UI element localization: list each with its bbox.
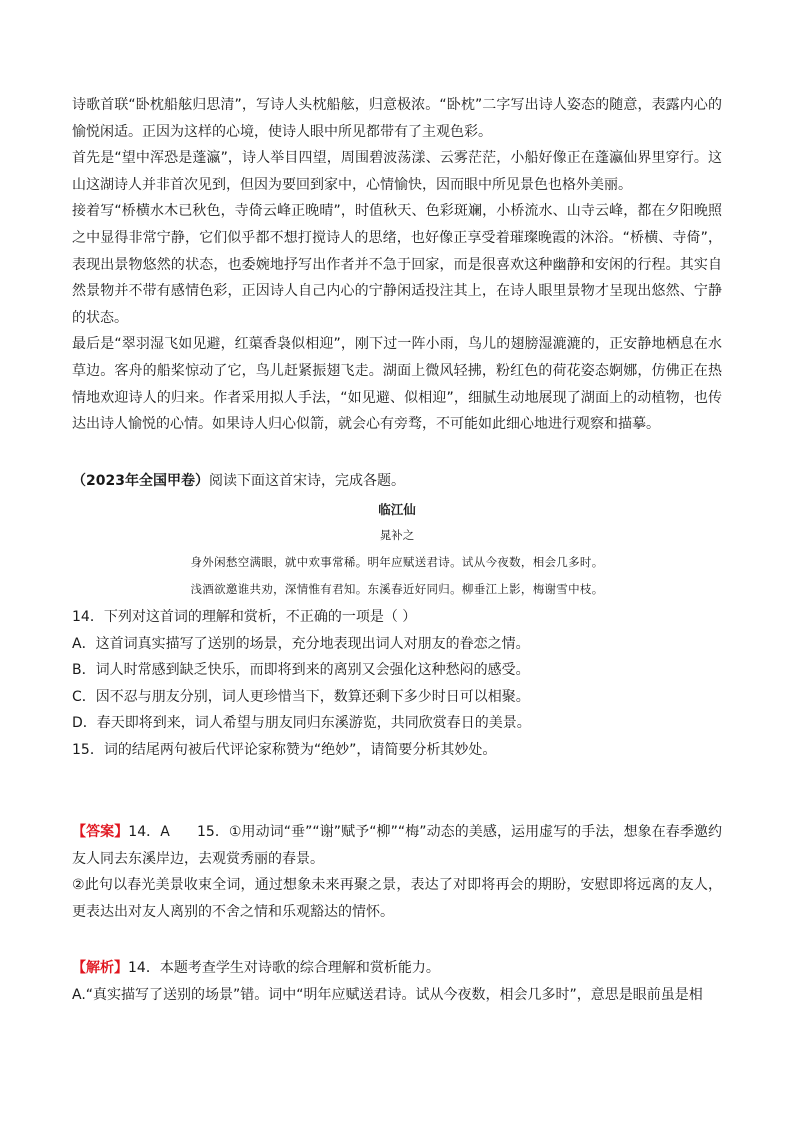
- option-a: A．这首词真实描写了送别的场景，充分地表现出词人对朋友的眷恋之情。: [72, 635, 530, 652]
- question-15: 15．词的结尾两句被后代评论家称赞为“绝妙”，请简要分析其妙处。: [72, 741, 497, 758]
- answer-15-part-2: ②此句以春光美景收束全词，通过想象未来再聚之景，表达了对即将再会的期盼，安慰即将远离的友人，更表达出对友人离别的不舍之情和乐观豁达的情怀。: [72, 877, 722, 920]
- option-d: D．春天即将到来，词人希望与朋友同归东溪游览，共同欣赏春日的美景。: [72, 715, 531, 732]
- poem-title: 临江仙: [378, 502, 416, 517]
- question-14: 14．下列对这首词的理解和赏析，不正确的一项是（ ）: [72, 609, 417, 625]
- poem-author: 晁补之: [379, 528, 415, 542]
- question-intro: [72, 468, 722, 495]
- analysis-paragraph-1: 诗歌首联“卧枕船舷归思清”，写诗人头枕船舷，归意极浓。“卧枕”二字写出诗人姿态的随意，表露内心的愉悦闲适。正因为这样的心境，使诗人眼中所见都带有了主观色彩。: [72, 97, 722, 140]
- answer-15-prefix: 15．: [196, 824, 229, 840]
- answer-14: 14．A: [128, 824, 170, 840]
- poem-line-2: 浅酒欲邀谁共劝，深情惟有君知。东溪春近好同归。柳垂江上影，梅谢雪中枝。: [190, 582, 604, 596]
- analysis-top-section: [72, 92, 722, 438]
- answer-section: [72, 819, 722, 925]
- analysis-paragraph-4: 最后是“翠羽湿飞如见避，红蕖香袅似相迎”，刚下过一阵小雨，鸟儿的翅膀湿漉漉的，正安静地栖息在水草边。客舟的船桨惊动了它，鸟儿赶紧振翅飞走。湖面上微风轻拂，粉红色的荷花姿态婀娜，仿佛正在热情地欢迎诗人的归来。作者采用拟人手法，“如见避、似相迎”，细腻生动地展现了湖面上的动植物，也传达出诗人愉悦的心情。如果诗人归心似箭，就会心有旁骛，不可能如此细心地进行观察和描摹。: [72, 336, 722, 433]
- answer-15-part-1: ①用动词“垂”“谢”赋予“柳”“梅”动态的美感，运用虚写的手法，想象在春季邀约友人同去东溪岸边，去观赏秀丽的春景。: [72, 824, 722, 867]
- analysis-paragraph-2: 首先是“望中浑恐是蓬瀛”，诗人举目四望，周围碧波荡漾、云雾茫茫，小船好像正在蓬瀛仙界里穿行。这山这湖诗人并非首次见到，但因为要回到家中，心情愉快，因而眼中所见景色也格外美丽。: [72, 150, 722, 193]
- answer-label: 【答案】: [72, 824, 129, 840]
- question-source: （2023年全国甲卷）: [72, 473, 209, 489]
- option-b: B．词人时常感到缺乏快乐，而即将到来的离别又会强化这种愁闷的感受。: [72, 662, 530, 679]
- option-c: C．因不忍与朋友分别，词人更珍惜当下，数算还剩下多少时日可以相聚。: [72, 688, 530, 705]
- question-instruction: 阅读下面这首宋诗，完成各题。: [208, 473, 405, 489]
- analysis-line-2: A.“真实描写了送别的场景”错。词中“明年应赋送君诗。试从今夜数，相会几多时”，意思是眼前虽是相: [72, 986, 703, 1003]
- analysis-section: [72, 955, 722, 1008]
- poem-line-1: 身外闲愁空满眼，就中欢事常稀。明年应赋送君诗。试从今夜数，相会几多时。: [190, 555, 604, 569]
- analysis-line-1: 14．本题考查学生对诗歌的综合理解和赏析能力。: [128, 960, 440, 976]
- question-section: [72, 604, 722, 764]
- analysis-paragraph-3: 接着写“桥横水木已秋色，寺倚云峰正晚晴”，时值秋天、色彩斑斓，小桥流水、山寺云峰，都在夕阳晚照之中显得非常宁静，它们似乎都不想打搅诗人的思绪，也好像正享受着璀璨晚霞的沐浴。“桥横、寺倚”，表现出景物悠然的状态，也委婉地抒写出作者并不急于回家，而是很喜欢这种幽静和安闲的行程。其实自然景物并不带有感情色彩，正因诗人自己内心的宁静闲适投注其上，在诗人眼里景物才呈现出悠然、宁静的状态。: [72, 203, 722, 326]
- analysis-label: 【解析】: [72, 960, 128, 976]
